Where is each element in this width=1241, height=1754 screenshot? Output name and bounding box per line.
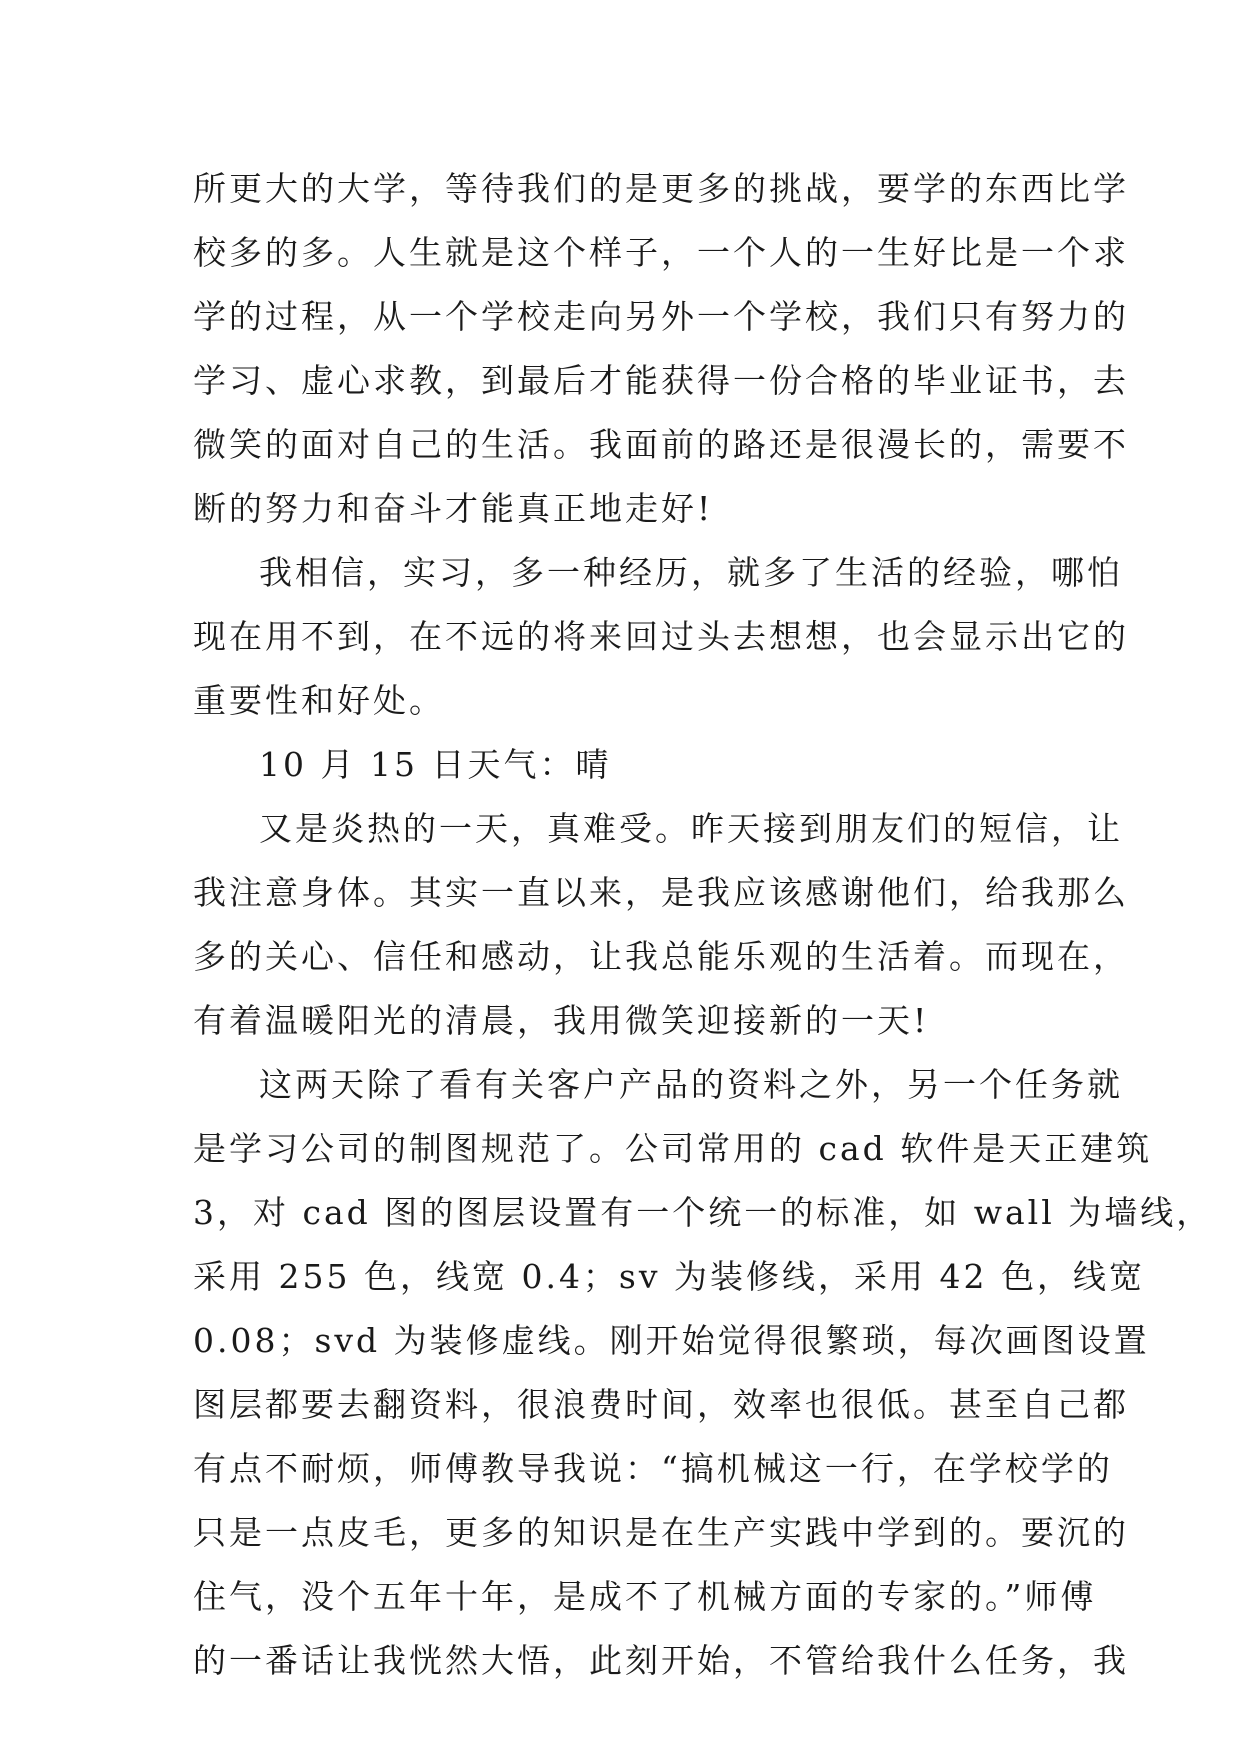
text-line: 现在用不到，在不远的将来回过头去想想，也会显示出它的 [193, 617, 1129, 656]
text-line: 微笑的面对自己的生活。我面前的路还是很漫长的，需要不 [193, 425, 1129, 464]
text-line: 是学习公司的制图规范了。公司常用的 cad 软件是天正建筑 [193, 1129, 1153, 1168]
paragraph-first-line: 又是炎热的一天，真难受。昨天接到朋友们的短信，让 [259, 809, 1123, 848]
text-line: 多的关心、信任和感动，让我总能乐观的生活着。而现在， [193, 937, 1129, 976]
diary-date-heading: 10 月 15 日天气：晴 [259, 745, 612, 784]
text-line: 图层都要去翻资料，很浪费时间，效率也很低。甚至自己都 [193, 1385, 1129, 1424]
text-line: 重要性和好处。 [193, 681, 445, 720]
text-line: 住气，没个五年十年，是成不了机械方面的专家的。”师傅 [193, 1577, 1097, 1616]
text-line: 所更大的大学，等待我们的是更多的挑战，要学的东西比学 [193, 169, 1129, 208]
text-line: 采用 255 色，线宽 0.4；sv 为装修线，采用 42 色，线宽 [193, 1257, 1145, 1296]
text-line: 有着温暖阳光的清晨，我用微笑迎接新的一天! [193, 1001, 930, 1040]
text-line: 有点不耐烦，师傅教导我说：“搞机械这一行，在学校学的 [193, 1449, 1113, 1488]
text-line: 只是一点皮毛，更多的知识是在生产实践中学到的。要沉的 [193, 1513, 1129, 1552]
text-line: 断的努力和奋斗才能真正地走好! [193, 489, 714, 528]
text-line: 的一番话让我恍然大悟，此刻开始，不管给我什么任务，我 [193, 1641, 1129, 1680]
text-line: 学习、虚心求教，到最后才能获得一份合格的毕业证书，去 [193, 361, 1129, 400]
text-line: 校多的多。人生就是这个样子，一个人的一生好比是一个求 [193, 233, 1129, 272]
text-line: 我注意身体。其实一直以来，是我应该感谢他们，给我那么 [193, 873, 1129, 912]
paragraph-first-line: 这两天除了看有关客户产品的资料之外，另一个任务就 [259, 1065, 1123, 1104]
body-text [193, 157, 1213, 1693]
paragraph-first-line: 我相信，实习，多一种经历，就多了生活的经验，哪怕 [259, 553, 1123, 592]
text-line: 0.08；svd 为装修虚线。刚开始觉得很繁琐，每次画图设置 [193, 1321, 1150, 1360]
text-line: 3，对 cad 图的图层设置有一个统一的标准，如 wall 为墙线， [193, 1193, 1213, 1232]
text-line: 学的过程，从一个学校走向另外一个学校，我们只有努力的 [193, 297, 1129, 336]
